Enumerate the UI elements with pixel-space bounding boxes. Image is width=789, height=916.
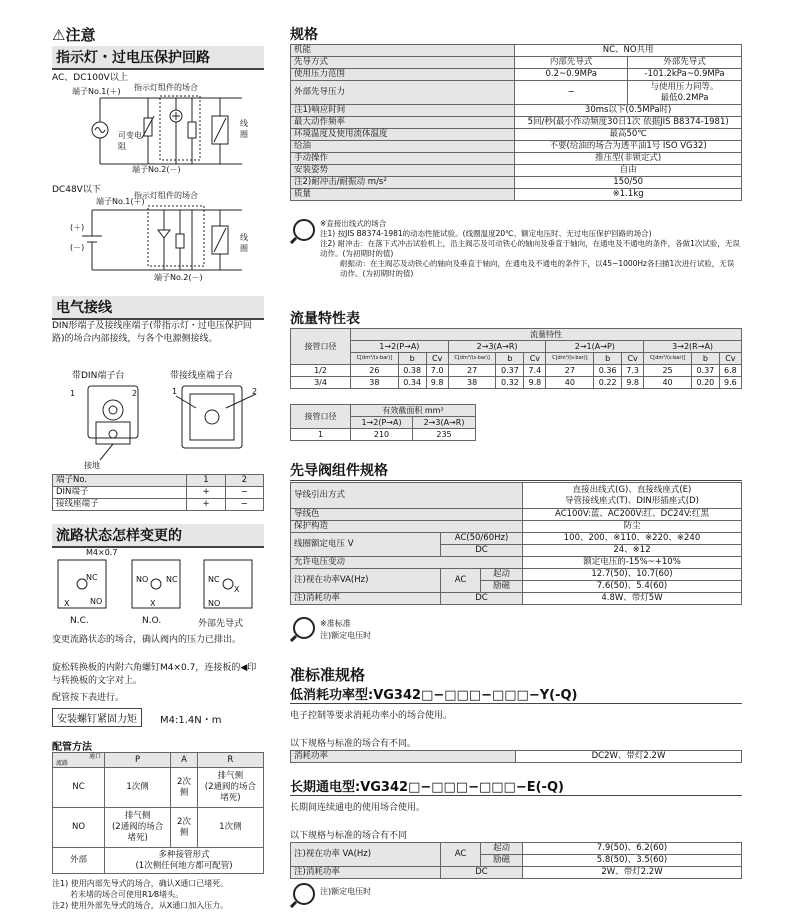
terminal-box-label: 带接线座端子台: [170, 371, 234, 381]
flow-dir: 1→2(P→A): [351, 341, 449, 353]
pilot-key: 注)视在功率VA(Hz): [291, 569, 441, 593]
flow-subhead: Cv: [622, 353, 644, 365]
flow-cell: 0.22: [594, 377, 622, 389]
spec-key: 手动操作: [291, 153, 515, 165]
pilot-sub: AC(50/60Hz): [441, 533, 523, 545]
low-power-note: 以下规格与标准的场合有不同。: [290, 739, 417, 749]
flow-cell: 38: [448, 377, 496, 389]
pilot-title: 先导阀组件规格: [290, 460, 742, 481]
pilot-sub: DC: [441, 545, 523, 557]
pipe-corner-port: 通口: [88, 753, 101, 760]
pipe-cell: 2次侧: [171, 808, 198, 848]
long-note: 注)额定电压时: [320, 887, 372, 896]
pilot-key: 导线色: [291, 509, 523, 521]
pipe-col-r: R: [197, 753, 263, 768]
flow-port: 3/4: [291, 377, 351, 389]
flow-port: 1/2: [291, 365, 351, 377]
spec-value: −: [515, 81, 628, 105]
long-key: 注)消耗功率: [291, 867, 441, 879]
pilot-sub: 起动: [481, 569, 523, 581]
flow-title: 流量特性表: [290, 308, 742, 329]
pilot-value: 额定电压的-15%~+10%: [523, 557, 742, 569]
flow-cell: 9.8: [524, 377, 546, 389]
flow-cell: 0.34: [398, 377, 426, 389]
spec-key: 外部先导压力: [291, 81, 515, 105]
low-power-table: [290, 750, 742, 763]
dc-circuit-diagram: [52, 194, 264, 284]
spec-key: 注1)响应时间: [291, 105, 515, 117]
dc-minus-label: (－): [70, 243, 85, 252]
flow-dir: 2→3(A→R): [448, 341, 546, 353]
spec-key: 质量: [291, 189, 515, 201]
din-num2: 2: [132, 389, 138, 398]
spec-key: 最大动作频率: [291, 117, 515, 129]
nc-mark: NC: [166, 575, 178, 584]
pipe-table: [52, 752, 264, 874]
spec-value: 自由: [515, 165, 742, 177]
ground-label: 接地: [84, 461, 100, 470]
pilot-note-1: ※准标准: [320, 619, 351, 628]
flow-dir: 2→1(A→P): [546, 341, 644, 353]
ac-lamp-case-label: 指示灯组件的场合: [134, 83, 198, 92]
terminal-row-label: 接线座端子: [53, 499, 187, 511]
pipe-row-no: NO: [53, 808, 105, 848]
flow-cell: 0.20: [691, 377, 719, 389]
flow-cell: 0.38: [398, 365, 426, 377]
area-dir: 1→2(P→A): [351, 417, 413, 429]
spec-title: 规格: [290, 24, 742, 45]
pipe-footnote-1: 注1) 使用内部先导式的场合，确认X通口已堵死。: [52, 879, 229, 888]
area-table: [290, 404, 476, 441]
spec-value: 推压型(非锁定式): [515, 153, 742, 165]
torque-label: 安装螺钉紧固力矩: [52, 708, 142, 727]
dc-terminal1-label: 端子No.1(＋): [96, 197, 145, 206]
long-sub: 起动: [481, 843, 523, 855]
flow-subhead: b: [398, 353, 426, 365]
pilot-value: 24、※12: [523, 545, 742, 557]
pipe-row-nc: NC: [53, 768, 105, 808]
magnifier-icon: [290, 616, 318, 642]
spec-value: 5回/秒(最小作动频度30日1次 依据JIS B8374-1981): [515, 117, 742, 129]
no-mark: NO: [90, 597, 103, 606]
spec-value: 不要(给油的场合为透平油1号 ISO VG32): [515, 141, 742, 153]
flow-dir: 3→2(R→A): [644, 341, 742, 353]
long-key: 注)视在功率 VA(Hz): [291, 843, 441, 867]
terminal-table-head: 端子No.: [53, 475, 187, 487]
flow-subhead: Cv: [426, 353, 448, 365]
nc-mark: NC: [208, 575, 220, 584]
ac-coil-label: 线圈: [240, 119, 248, 139]
spec-note: 耐振动：在主阀芯及动铁心的轴向及垂直于轴向，在通电及不通电的条件下，以45~1000Hz各扫描1次进行试验，无误动作。(为初期时的值): [340, 259, 735, 278]
pilot-value: 7.6(50)、5.4(60): [523, 581, 742, 593]
flow-subhead: Cv: [524, 353, 546, 365]
long-value: 2W、带灯2.2W: [523, 867, 742, 879]
spec-note: 注1) 按JIS B8374-1981的动态性能试验。(线圈温度20℃、额定电压时、无过电压保护回路的场合): [320, 229, 652, 238]
nc-mark: NC: [86, 573, 98, 582]
long-sub: AC: [441, 843, 481, 867]
terminal-table-head: 1: [187, 475, 225, 487]
pipe-corner-flow: 流路: [56, 760, 69, 767]
flow-cell: 26: [351, 365, 399, 377]
long-term-desc: 长期间连续通电的使用场合使用。: [290, 803, 426, 813]
flow-cell: 40: [644, 377, 692, 389]
pipe-row-ext: 外部: [53, 848, 105, 874]
pilot-value: AC100V:蓝、AC200V:红、DC24V:红黑: [523, 509, 742, 521]
spec-value: 内部先导式: [515, 57, 628, 69]
long-term-note: 以下规格与标准的场合有不同: [290, 831, 408, 841]
low-power-title: 低消耗功率型:VG342□−□□□−□□□−Y(-Q): [290, 684, 742, 704]
pilot-sub: DC: [441, 593, 523, 605]
wiring-diagrams: [60, 380, 270, 466]
pipe-footnote-2: 注2) 使用外部先导式的场合，从X通口加入压力。: [52, 901, 229, 910]
spec-value: 外部先导式: [628, 57, 742, 69]
dc-terminal2-label: 端子No.2(－): [154, 273, 203, 282]
pilot-key: 允许电压变动: [291, 557, 523, 569]
pilot-key: 线圈额定电压 V: [291, 533, 441, 557]
pilot-key: 注)消耗功率: [291, 593, 441, 605]
terminal-table-head: 2: [225, 475, 263, 487]
low-power-desc: 电子控制等要求消耗功率小的场合使用。: [290, 711, 453, 721]
no-mark: NO: [136, 575, 149, 584]
spec-value: NC、NO共用: [515, 45, 742, 57]
section-flow-change-title: 流路状态怎样变更的: [52, 524, 264, 548]
box-num1: 1: [172, 387, 178, 396]
area-port: 1: [291, 429, 351, 441]
area-dir: 2→3(A→R): [413, 417, 476, 429]
magnifier-icon: [290, 882, 318, 908]
pipe-cell: 排气侧 (2通阀的场合堵死): [105, 808, 171, 848]
terminal-cell: −: [225, 487, 263, 499]
flow-cell: 9.8: [426, 377, 448, 389]
flow-cell: 0.37: [496, 365, 524, 377]
long-value: 7.9(50)、6.2(60): [523, 843, 742, 855]
ac-terminal2-label: 端子No.2(－): [132, 165, 181, 174]
no-mark: NO: [208, 599, 221, 608]
pipe-col-a: A: [171, 753, 198, 768]
spec-value: 最高50℃: [515, 129, 742, 141]
dc-plus-label: (＋): [70, 223, 85, 232]
flow-change-diagrams: [52, 556, 264, 614]
ac-varistor-label: 可变电阻: [118, 131, 142, 151]
x-mark: X: [64, 599, 70, 608]
flow-subhead: Cv: [719, 353, 741, 365]
flow-cell: 0.32: [496, 377, 524, 389]
m4-label: M4×0.7: [86, 548, 118, 557]
flow-subhead: C[dm³/(s·bar)]: [448, 353, 496, 365]
spec-note: ※直接出线式的场合: [320, 219, 387, 228]
flow-subhead: C[dm³/(s·bar)]: [546, 353, 594, 365]
flow-cell: 9.6: [719, 377, 741, 389]
magnifier-icon: [290, 218, 318, 244]
pilot-sub: AC: [441, 569, 481, 593]
pilot-table: [290, 482, 742, 605]
ac-label: AC、DC100V以上: [52, 73, 128, 83]
flow-subhead: b: [594, 353, 622, 365]
flow-cell: 7.4: [524, 365, 546, 377]
semi-std-title: 准标准规格: [290, 666, 366, 684]
box-num2: 2: [252, 387, 258, 396]
low-power-key: 消耗功率: [291, 751, 516, 763]
din-num1: 1: [70, 389, 76, 398]
terminal-cell: −: [225, 499, 263, 511]
pipe-cell: 2次侧: [171, 768, 198, 808]
flow-subhead: C[dm³/(s·bar)]: [644, 353, 692, 365]
section-indicator-title: 指示灯・过电压保护回路: [52, 46, 264, 70]
pipe-cell-merged: 多种接管形式 (1次侧任何地方都可配管): [105, 848, 264, 874]
spec-note: 注2) 耐冲击：在落下式冲击试验机上，沿主阀芯及可动铁心的轴向及垂直于轴向，在通电及不通电的条件，各做1次试验，无误动作。(为初期时的值): [320, 239, 740, 258]
terminal-cell: +: [187, 487, 225, 499]
flow-cell: 6.8: [719, 365, 741, 377]
din-label: 带DIN端子台: [72, 371, 125, 381]
flow-cell: 0.36: [594, 365, 622, 377]
spec-value: 0.2~0.9MPa: [515, 69, 628, 81]
spec-notes: [320, 219, 740, 279]
spec-key: 安装姿势: [291, 165, 515, 177]
long-term-title: 长期通电型:VG342□−□□□−□□□−E(-Q): [290, 776, 742, 796]
dc-lamp-case-label: 指示灯组件的场合: [134, 191, 198, 200]
spec-key: 机能: [291, 45, 515, 57]
pipe-cell: 1次侧: [197, 808, 263, 848]
nc-caption: N.C.: [70, 616, 89, 626]
pilot-key: 导线引出方式: [291, 483, 523, 509]
spec-value: 150/50: [515, 177, 742, 189]
x-mark: X: [234, 585, 240, 594]
caution-title: ⚠注意: [52, 26, 96, 44]
torque-value: M4:1.4N・m: [160, 715, 222, 726]
pilot-value: 4.8W、带灯5W: [523, 593, 742, 605]
area-cell: 210: [351, 429, 413, 441]
pilot-note-2: 注)额定电压时: [320, 631, 372, 640]
pilot-value: 100、200、※110、※220、※240: [523, 533, 742, 545]
ext-caption: 外部先导式: [198, 619, 244, 629]
flow-cell: 27: [546, 365, 594, 377]
spec-value: ※1.1kg: [515, 189, 742, 201]
flow-cell: 0.37: [691, 365, 719, 377]
pilot-value: 直接出线式(G)、直接线座式(E) 导管接线座式(T)、DIN形插座式(D): [523, 483, 742, 509]
flow-subhead: C[dm³/(s·bar)]: [351, 353, 399, 365]
area-head: 有效截面积 mm²: [351, 405, 476, 417]
pilot-value: 12.7(50)、10.7(60): [523, 569, 742, 581]
wiring-text: DIN形端子及接线座端子(带指示灯・过电压保护回路)的场合内部接线，与各个电源侧接线。: [52, 321, 252, 344]
pilot-key: 保护构造: [291, 521, 523, 533]
spec-key: 先导方式: [291, 57, 515, 69]
x-mark: X: [150, 599, 156, 608]
dc-coil-label: 线圈: [240, 233, 248, 253]
terminal-row-label: DIN端子: [53, 487, 187, 499]
long-value: 5.8(50)、3.5(60): [523, 855, 742, 867]
flow-change-p1: 变更流路状态的场合，确认阀内的压力已排出。: [52, 635, 242, 645]
area-port-head: 接管口径: [291, 405, 351, 429]
flow-cell: 9.8: [622, 377, 644, 389]
spec-value: 30ms以下(0.5MPa时): [515, 105, 742, 117]
pipe-footnote-1b: 若未堵的场合可使用R1⁄8堵头。: [70, 890, 184, 899]
flow-port-head: 接管口径: [291, 329, 351, 365]
long-sub: DC: [441, 867, 523, 879]
flow-cell: 27: [448, 365, 496, 377]
pipe-col-p: P: [105, 753, 171, 768]
flow-change-p3: 配管按下表进行。: [52, 693, 125, 703]
terminal-table: [52, 474, 264, 511]
long-sub: 励磁: [481, 855, 523, 867]
flow-cell: 7.0: [426, 365, 448, 377]
spec-value: -101.2kPa~0.9MPa: [628, 69, 742, 81]
flow-subhead: b: [496, 353, 524, 365]
ac-terminal1-label: 端子No.1(＋): [72, 87, 121, 96]
pilot-sub: 励磁: [481, 581, 523, 593]
flow-group-head: 流量特性: [351, 329, 742, 341]
flow-table: [290, 328, 742, 389]
flow-cell: 40: [546, 377, 594, 389]
flow-subhead: b: [691, 353, 719, 365]
flow-cell: 38: [351, 377, 399, 389]
flow-cell: 25: [644, 365, 692, 377]
pipe-title: 配管方法: [52, 742, 92, 753]
section-wiring-title: 电气接线: [52, 296, 264, 320]
low-power-value: DC2W、带灯2.2W: [516, 751, 742, 763]
dc-label: DC48V以下: [52, 185, 101, 195]
spec-value: 与使用压力同等。 最低0.2MPa: [628, 81, 742, 105]
pipe-cell: 1次侧: [105, 768, 171, 808]
spec-key: 使用压力范围: [291, 69, 515, 81]
spec-table: [290, 44, 742, 201]
spec-key: 环境温度及使用流体温度: [291, 129, 515, 141]
long-term-table: [290, 842, 742, 879]
pipe-cell: 排气侧 (2通阀的场合堵死): [197, 768, 263, 808]
pilot-value: 防尘: [523, 521, 742, 533]
terminal-cell: +: [187, 499, 225, 511]
flow-cell: 7.3: [622, 365, 644, 377]
spec-key: 注2)耐冲击/耐振动 m/s²: [291, 177, 515, 189]
no-caption: N.O.: [142, 616, 162, 626]
flow-change-p2: 旋松转换板的内附六角螺钉M4×0.7，连接板的◀印与转换板的文字对上。: [52, 663, 257, 686]
spec-key: 给油: [291, 141, 515, 153]
area-cell: 235: [413, 429, 476, 441]
